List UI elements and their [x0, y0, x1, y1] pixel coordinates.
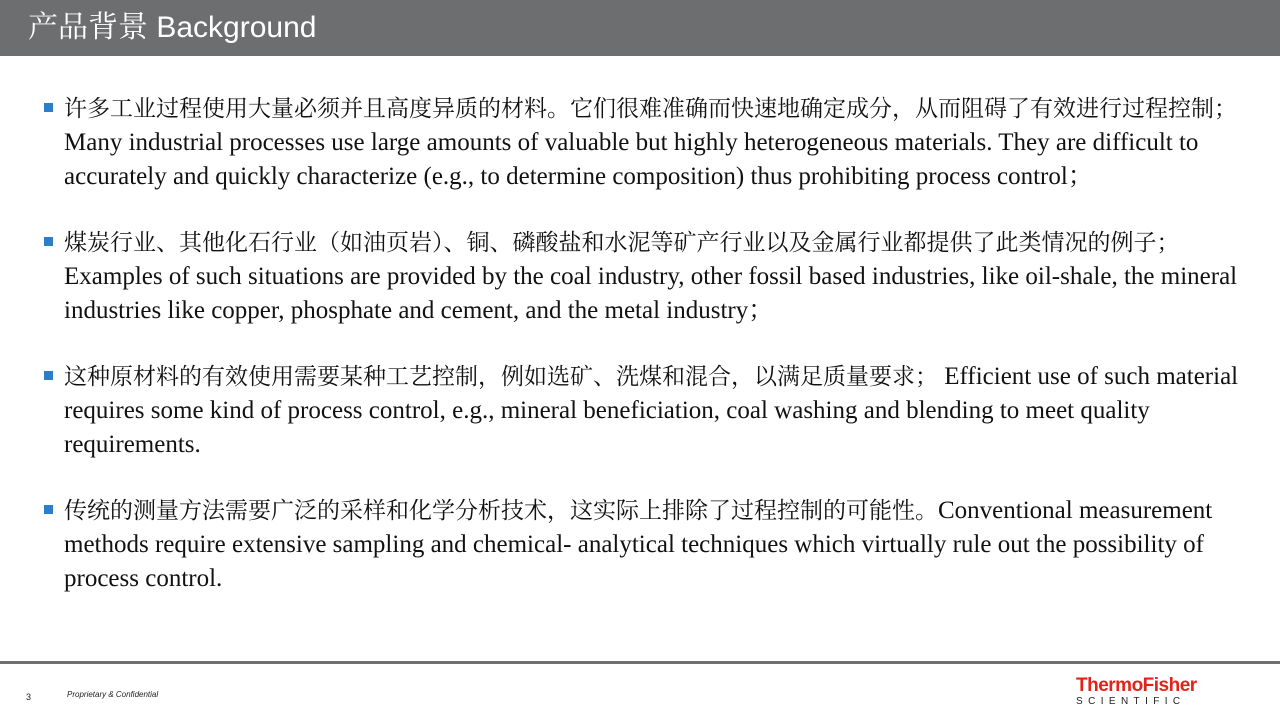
- bullet-text-en: Efficient use of such material requires some kind of process control, e.g., mineral beneficiation, coal washing and blending to meet quality requirements.: [64, 363, 1239, 458]
- bullet-item: [44, 494, 1240, 596]
- square-bullet-icon: [44, 371, 53, 380]
- confidential-note: Proprietary & Confidential: [67, 690, 159, 699]
- page-number: 3: [26, 692, 32, 702]
- thermo-fisher-logo: [1076, 676, 1210, 710]
- bullet-list: [44, 92, 1240, 628]
- square-bullet-icon: [44, 237, 53, 246]
- logo-sub-text: SCIENTIFIC: [1076, 696, 1186, 707]
- bullet-text-zh: 煤炭行业、其他化石行业（如油页岩）、铜、磷酸盐和水泥等矿产行业以及金属行业都提供了此类情况的例子；: [64, 230, 1180, 256]
- bullet-text-en: Conventional measurement methods require extensive sampling and chemical- analytical techniques which virtually rule out the possibility of process control.: [64, 497, 1213, 592]
- slide-title: 产品背景 Background: [28, 11, 317, 44]
- square-bullet-icon: [44, 505, 53, 514]
- bullet-item: [44, 360, 1240, 462]
- bullet-text-zh: 这种原材料的有效使用需要某种工艺控制，例如选矿、洗煤和混合，以满足质量要求；: [64, 364, 938, 390]
- bullet-text-zh: 传统的测量方法需要广泛的采样和化学分析技术，这实际上排除了过程控制的可能性。: [64, 498, 938, 524]
- bullet-text-en: Examples of such situations are provided by the coal industry, other fossil based industries, like oil-shale, the mineral industries like copper, phosphate and cement, and the metal industry；: [64, 263, 1238, 324]
- logo-brand-text: ThermoFisher: [1076, 675, 1197, 696]
- bullet-text-en: Many industrial processes use large amounts of valuable but highly heterogeneous materials. They are difficult to accurately and quickly characterize (e.g., to determine composition) thus prohibiting process control；: [64, 129, 1199, 190]
- footer-divider: [0, 661, 1280, 664]
- bullet-text-zh: 许多工业过程使用大量必须并且高度异质的材料。它们很难准确而快速地确定成分，从而阻碍了有效进行过程控制；: [64, 96, 1237, 122]
- bullet-item: [44, 92, 1240, 194]
- title-bar: [0, 0, 1280, 56]
- bullet-item: [44, 226, 1240, 328]
- square-bullet-icon: [44, 103, 53, 112]
